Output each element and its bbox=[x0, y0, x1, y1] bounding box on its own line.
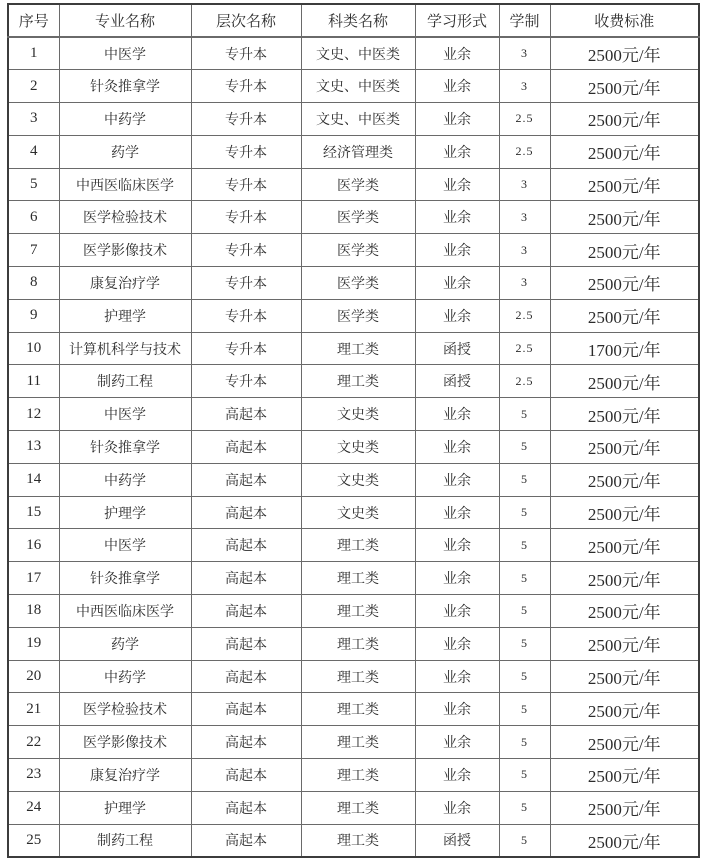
cell-form: 业余 bbox=[415, 496, 499, 529]
table-body bbox=[8, 37, 699, 857]
cell-category: 文史、中医类 bbox=[301, 70, 415, 103]
cell-fee: 1700元/年 bbox=[550, 332, 699, 365]
cell-major: 中医学 bbox=[59, 529, 191, 562]
cell-category: 文史类 bbox=[301, 398, 415, 431]
table-row bbox=[8, 759, 699, 792]
cell-years: 5 bbox=[499, 759, 550, 792]
cell-category: 理工类 bbox=[301, 693, 415, 726]
cell-category: 文史、中医类 bbox=[301, 37, 415, 70]
cell-major: 制药工程 bbox=[59, 365, 191, 398]
cell-form: 业余 bbox=[415, 168, 499, 201]
cell-index: 22 bbox=[8, 726, 59, 759]
table-row bbox=[8, 627, 699, 660]
cell-form: 函授 bbox=[415, 332, 499, 365]
table-row bbox=[8, 103, 699, 136]
cell-category: 经济管理类 bbox=[301, 135, 415, 168]
cell-years: 5 bbox=[499, 529, 550, 562]
cell-level: 高起本 bbox=[191, 529, 301, 562]
table-row bbox=[8, 824, 699, 857]
cell-fee: 2500元/年 bbox=[550, 791, 699, 824]
cell-index: 8 bbox=[8, 267, 59, 300]
cell-index: 3 bbox=[8, 103, 59, 136]
cell-level: 高起本 bbox=[191, 595, 301, 628]
cell-fee: 2500元/年 bbox=[550, 431, 699, 464]
cell-major: 护理学 bbox=[59, 791, 191, 824]
table-row bbox=[8, 562, 699, 595]
cell-fee: 2500元/年 bbox=[550, 299, 699, 332]
cell-years: 5 bbox=[499, 562, 550, 595]
cell-major: 中药学 bbox=[59, 103, 191, 136]
table-row bbox=[8, 332, 699, 365]
column-header-form: 学习形式 bbox=[415, 4, 499, 37]
cell-category: 理工类 bbox=[301, 562, 415, 595]
cell-index: 11 bbox=[8, 365, 59, 398]
cell-category: 文史类 bbox=[301, 431, 415, 464]
cell-index: 4 bbox=[8, 135, 59, 168]
cell-years: 3 bbox=[499, 37, 550, 70]
cell-major: 医学检验技术 bbox=[59, 693, 191, 726]
table-row bbox=[8, 168, 699, 201]
column-header-major: 专业名称 bbox=[59, 4, 191, 37]
cell-fee: 2500元/年 bbox=[550, 496, 699, 529]
table-row bbox=[8, 365, 699, 398]
cell-years: 5 bbox=[499, 463, 550, 496]
cell-major: 计算机科学与技术 bbox=[59, 332, 191, 365]
cell-major: 中药学 bbox=[59, 463, 191, 496]
cell-category: 理工类 bbox=[301, 595, 415, 628]
cell-level: 高起本 bbox=[191, 726, 301, 759]
cell-form: 业余 bbox=[415, 726, 499, 759]
cell-level: 专升本 bbox=[191, 267, 301, 300]
cell-index: 6 bbox=[8, 201, 59, 234]
cell-major: 医学影像技术 bbox=[59, 234, 191, 267]
cell-years: 2.5 bbox=[499, 135, 550, 168]
cell-level: 高起本 bbox=[191, 791, 301, 824]
cell-form: 业余 bbox=[415, 463, 499, 496]
cell-category: 理工类 bbox=[301, 627, 415, 660]
cell-major: 医学影像技术 bbox=[59, 726, 191, 759]
cell-fee: 2500元/年 bbox=[550, 267, 699, 300]
cell-form: 业余 bbox=[415, 398, 499, 431]
cell-level: 专升本 bbox=[191, 37, 301, 70]
cell-level: 高起本 bbox=[191, 693, 301, 726]
cell-level: 高起本 bbox=[191, 496, 301, 529]
cell-category: 理工类 bbox=[301, 332, 415, 365]
cell-fee: 2500元/年 bbox=[550, 103, 699, 136]
cell-index: 1 bbox=[8, 37, 59, 70]
cell-form: 业余 bbox=[415, 791, 499, 824]
table-row bbox=[8, 660, 699, 693]
table-row bbox=[8, 299, 699, 332]
cell-category: 理工类 bbox=[301, 365, 415, 398]
cell-level: 高起本 bbox=[191, 431, 301, 464]
cell-years: 5 bbox=[499, 693, 550, 726]
cell-index: 14 bbox=[8, 463, 59, 496]
cell-level: 专升本 bbox=[191, 135, 301, 168]
table-row bbox=[8, 201, 699, 234]
cell-category: 文史、中医类 bbox=[301, 103, 415, 136]
cell-years: 3 bbox=[499, 201, 550, 234]
cell-major: 医学检验技术 bbox=[59, 201, 191, 234]
cell-years: 5 bbox=[499, 824, 550, 857]
cell-fee: 2500元/年 bbox=[550, 234, 699, 267]
table-row bbox=[8, 234, 699, 267]
cell-level: 专升本 bbox=[191, 299, 301, 332]
cell-form: 业余 bbox=[415, 103, 499, 136]
cell-major: 制药工程 bbox=[59, 824, 191, 857]
cell-index: 12 bbox=[8, 398, 59, 431]
cell-index: 2 bbox=[8, 70, 59, 103]
cell-level: 高起本 bbox=[191, 627, 301, 660]
cell-category: 医学类 bbox=[301, 234, 415, 267]
column-header-level: 层次名称 bbox=[191, 4, 301, 37]
table-row bbox=[8, 595, 699, 628]
cell-form: 业余 bbox=[415, 267, 499, 300]
cell-major: 护理学 bbox=[59, 496, 191, 529]
cell-major: 中西医临床医学 bbox=[59, 168, 191, 201]
cell-major: 针灸推拿学 bbox=[59, 431, 191, 464]
table-row bbox=[8, 463, 699, 496]
cell-years: 3 bbox=[499, 70, 550, 103]
header-row bbox=[8, 4, 699, 37]
cell-fee: 2500元/年 bbox=[550, 529, 699, 562]
cell-years: 3 bbox=[499, 168, 550, 201]
cell-level: 高起本 bbox=[191, 562, 301, 595]
column-header-years: 学制 bbox=[499, 4, 550, 37]
cell-fee: 2500元/年 bbox=[550, 37, 699, 70]
cell-form: 业余 bbox=[415, 201, 499, 234]
table-row bbox=[8, 398, 699, 431]
cell-fee: 2500元/年 bbox=[550, 627, 699, 660]
cell-years: 2.5 bbox=[499, 332, 550, 365]
cell-category: 理工类 bbox=[301, 660, 415, 693]
cell-years: 5 bbox=[499, 627, 550, 660]
cell-form: 业余 bbox=[415, 595, 499, 628]
cell-form: 函授 bbox=[415, 365, 499, 398]
cell-form: 业余 bbox=[415, 529, 499, 562]
cell-major: 中药学 bbox=[59, 660, 191, 693]
cell-form: 业余 bbox=[415, 759, 499, 792]
cell-major: 药学 bbox=[59, 135, 191, 168]
cell-level: 专升本 bbox=[191, 234, 301, 267]
cell-level: 高起本 bbox=[191, 398, 301, 431]
cell-form: 业余 bbox=[415, 562, 499, 595]
cell-level: 专升本 bbox=[191, 168, 301, 201]
cell-fee: 2500元/年 bbox=[550, 135, 699, 168]
cell-fee: 2500元/年 bbox=[550, 726, 699, 759]
cell-years: 5 bbox=[499, 595, 550, 628]
cell-category: 理工类 bbox=[301, 791, 415, 824]
cell-level: 专升本 bbox=[191, 103, 301, 136]
cell-years: 5 bbox=[499, 431, 550, 464]
cell-major: 中医学 bbox=[59, 398, 191, 431]
cell-years: 5 bbox=[499, 398, 550, 431]
cell-years: 5 bbox=[499, 726, 550, 759]
cell-category: 文史类 bbox=[301, 496, 415, 529]
column-header-index: 序号 bbox=[8, 4, 59, 37]
table-row bbox=[8, 267, 699, 300]
cell-fee: 2500元/年 bbox=[550, 693, 699, 726]
cell-years: 5 bbox=[499, 496, 550, 529]
cell-index: 25 bbox=[8, 824, 59, 857]
cell-major: 针灸推拿学 bbox=[59, 562, 191, 595]
cell-index: 18 bbox=[8, 595, 59, 628]
cell-fee: 2500元/年 bbox=[550, 759, 699, 792]
cell-fee: 2500元/年 bbox=[550, 463, 699, 496]
cell-major: 中西医临床医学 bbox=[59, 595, 191, 628]
cell-fee: 2500元/年 bbox=[550, 168, 699, 201]
cell-index: 20 bbox=[8, 660, 59, 693]
cell-form: 业余 bbox=[415, 70, 499, 103]
cell-index: 16 bbox=[8, 529, 59, 562]
cell-years: 3 bbox=[499, 267, 550, 300]
cell-form: 业余 bbox=[415, 37, 499, 70]
cell-fee: 2500元/年 bbox=[550, 660, 699, 693]
cell-category: 理工类 bbox=[301, 824, 415, 857]
cell-category: 医学类 bbox=[301, 299, 415, 332]
cell-form: 业余 bbox=[415, 299, 499, 332]
cell-major: 康复治疗学 bbox=[59, 267, 191, 300]
cell-major: 护理学 bbox=[59, 299, 191, 332]
table-row bbox=[8, 529, 699, 562]
cell-category: 理工类 bbox=[301, 529, 415, 562]
cell-index: 9 bbox=[8, 299, 59, 332]
table-row bbox=[8, 791, 699, 824]
cell-major: 康复治疗学 bbox=[59, 759, 191, 792]
cell-level: 高起本 bbox=[191, 824, 301, 857]
cell-years: 2.5 bbox=[499, 365, 550, 398]
cell-major: 针灸推拿学 bbox=[59, 70, 191, 103]
cell-fee: 2500元/年 bbox=[550, 365, 699, 398]
column-header-fee: 收费标准 bbox=[550, 4, 699, 37]
cell-category: 文史类 bbox=[301, 463, 415, 496]
cell-fee: 2500元/年 bbox=[550, 70, 699, 103]
cell-index: 13 bbox=[8, 431, 59, 464]
cell-years: 2.5 bbox=[499, 103, 550, 136]
cell-years: 5 bbox=[499, 660, 550, 693]
cell-major: 中医学 bbox=[59, 37, 191, 70]
cell-form: 业余 bbox=[415, 660, 499, 693]
table-row bbox=[8, 70, 699, 103]
table-row bbox=[8, 431, 699, 464]
cell-form: 业余 bbox=[415, 693, 499, 726]
cell-major: 药学 bbox=[59, 627, 191, 660]
table-row bbox=[8, 135, 699, 168]
cell-fee: 2500元/年 bbox=[550, 595, 699, 628]
cell-years: 3 bbox=[499, 234, 550, 267]
cell-level: 专升本 bbox=[191, 201, 301, 234]
cell-level: 专升本 bbox=[191, 332, 301, 365]
cell-index: 21 bbox=[8, 693, 59, 726]
table-header bbox=[8, 4, 699, 37]
table-row bbox=[8, 693, 699, 726]
table-row bbox=[8, 37, 699, 70]
cell-years: 2.5 bbox=[499, 299, 550, 332]
cell-index: 23 bbox=[8, 759, 59, 792]
cell-category: 医学类 bbox=[301, 201, 415, 234]
cell-years: 5 bbox=[499, 791, 550, 824]
cell-index: 10 bbox=[8, 332, 59, 365]
column-header-category: 科类名称 bbox=[301, 4, 415, 37]
cell-category: 理工类 bbox=[301, 759, 415, 792]
cell-level: 高起本 bbox=[191, 759, 301, 792]
cell-index: 5 bbox=[8, 168, 59, 201]
cell-form: 函授 bbox=[415, 824, 499, 857]
cell-level: 专升本 bbox=[191, 365, 301, 398]
table-row bbox=[8, 726, 699, 759]
cell-level: 高起本 bbox=[191, 463, 301, 496]
cell-form: 业余 bbox=[415, 431, 499, 464]
cell-index: 17 bbox=[8, 562, 59, 595]
cell-category: 医学类 bbox=[301, 267, 415, 300]
cell-fee: 2500元/年 bbox=[550, 398, 699, 431]
fee-table bbox=[7, 3, 700, 858]
cell-fee: 2500元/年 bbox=[550, 201, 699, 234]
cell-form: 业余 bbox=[415, 234, 499, 267]
cell-category: 医学类 bbox=[301, 168, 415, 201]
cell-level: 专升本 bbox=[191, 70, 301, 103]
cell-level: 高起本 bbox=[191, 660, 301, 693]
cell-index: 15 bbox=[8, 496, 59, 529]
cell-category: 理工类 bbox=[301, 726, 415, 759]
cell-index: 19 bbox=[8, 627, 59, 660]
cell-fee: 2500元/年 bbox=[550, 562, 699, 595]
cell-fee: 2500元/年 bbox=[550, 824, 699, 857]
table-row bbox=[8, 496, 699, 529]
cell-index: 24 bbox=[8, 791, 59, 824]
cell-index: 7 bbox=[8, 234, 59, 267]
cell-form: 业余 bbox=[415, 627, 499, 660]
cell-form: 业余 bbox=[415, 135, 499, 168]
